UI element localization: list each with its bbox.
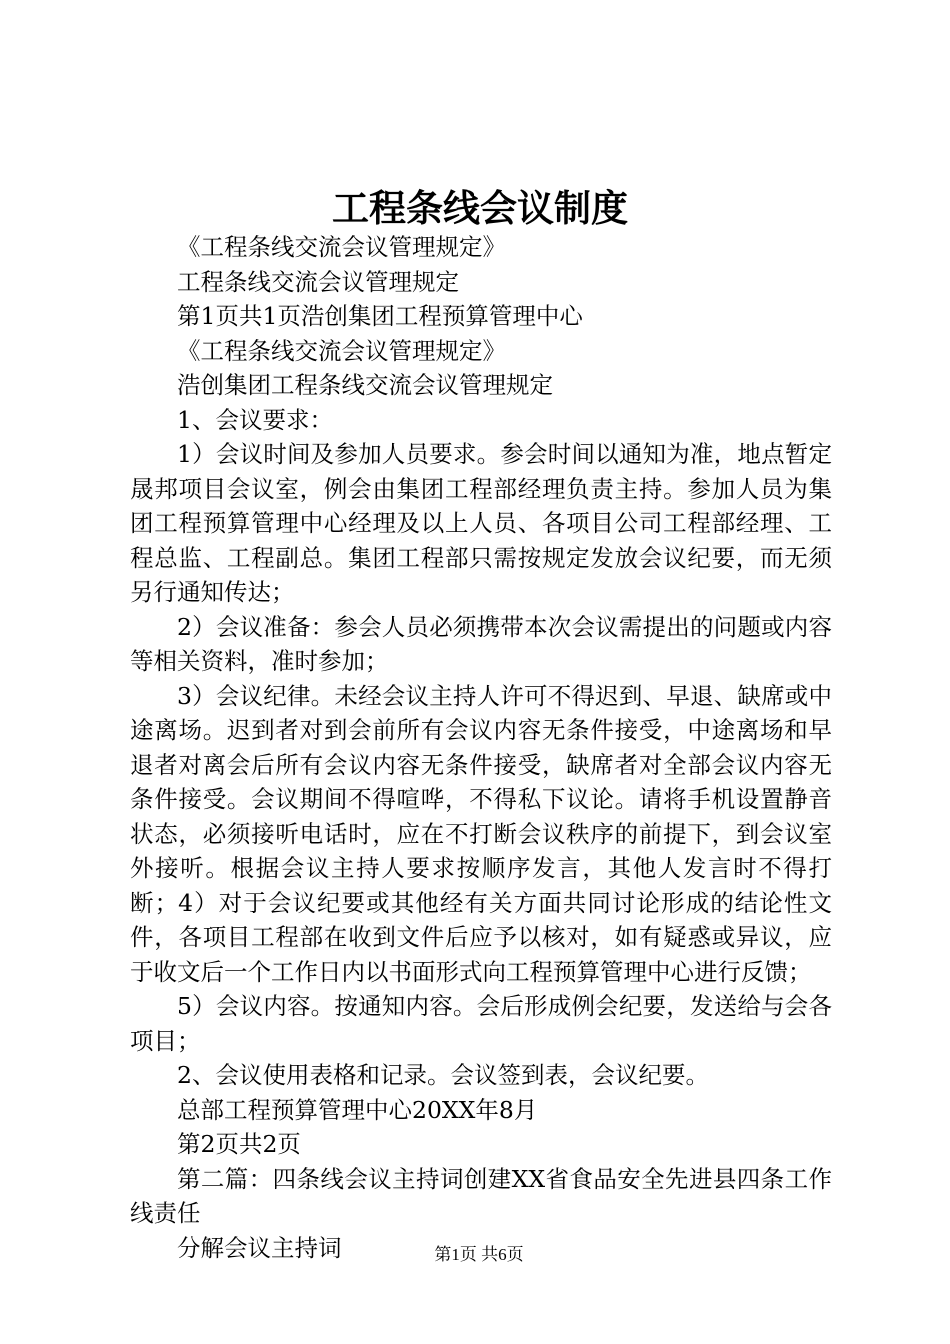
paragraph: 5）会议内容。按通知内容。会后形成例会纪要，发送给与会各项目； <box>130 992 832 1055</box>
paragraph: 1、会议要求： <box>177 405 333 434</box>
paragraph: 总部工程预算管理中心20XX年8月 <box>177 1095 538 1124</box>
paragraph: 2、会议使用表格和记录。会议签到表，会议纪要。 <box>177 1061 709 1089</box>
paragraph: 3）会议纪律。未经会议主持人许可不得迟到、早退、缺席或中途离场。迟到者对到会前所有会议内容无条件接受，中途离场和早退者对离会后所有会议内容无条件接受，缺席者对全部会议内容无条件接受。会议期间不得喧哗，不得私下议论。请将手机设置静音状态，必须接听电话时，应在不打断会议秩序的前提下，到会议室外接听。根据会议主持人要求按顺序发言，其他人发言时不得打断；4）对于会议纪要或其他经有关方面共同讨论形成的结论性文件，各项目工程部在收到文件后应予以核对，如有疑惑或异议，应于收文后一个工作日内以书面形式向工程预算管理中心进行反馈； <box>130 681 832 986</box>
paragraph: 第二篇：四条线会议主持词创建XX省食品安全先进县四条工作线责任 <box>130 1164 832 1227</box>
paragraph: 《工程条线交流会议管理规定》 <box>177 233 506 261</box>
paragraph: 2）会议准备：参会人员必须携带本次会议需提出的问题或内容等相关资料，准时参加； <box>130 612 832 675</box>
paragraph: 第1页共1页浩创集团工程预算管理中心 <box>177 302 583 330</box>
document-title: 工程条线会议制度 <box>332 186 628 230</box>
document-body <box>130 230 832 1265</box>
paragraph: 分解会议主持词 <box>177 1233 342 1262</box>
paragraph: 《工程条线交流会议管理规定》 <box>177 336 506 365</box>
page-footer: 第1页 共6页 <box>434 1245 524 1264</box>
paragraph: 第2页共2页 <box>177 1130 301 1158</box>
paragraph: 浩创集团工程条线交流会议管理规定 <box>177 371 553 399</box>
paragraph: 1）会议时间及参加人员要求。参会时间以通知为准，地点暂定晟邦项目会议室，例会由集团工程部经理负责主持。参加人员为集团工程预算管理中心经理及以上人员、各项目公司工程部经理、工程总监、工程副总。集团工程部只需按规定发放会议纪要，而无须另行通知传达； <box>130 440 832 606</box>
paragraph: 工程条线交流会议管理规定 <box>177 267 459 296</box>
